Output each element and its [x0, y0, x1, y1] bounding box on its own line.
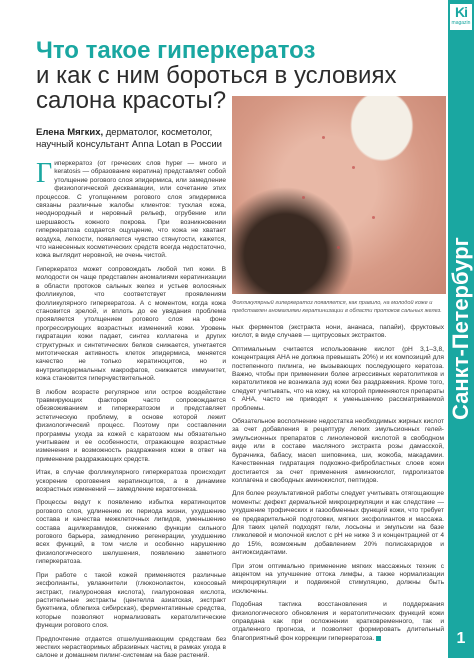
- paragraph: Гиперкератоз может сопровождать любой тип кожи. В молодости он чаще представлен аномалиями кератинизации в области протоков сальных желез и устьев волосяных фолликулов, что соответствует проявлениям фолликулярного гиперкератоза. А с моментом, когда кожа становится зрелой, и вплоть до ее увядания проблема проявляется утолщением рогового слоя на фоне прогрессирующих возрастных изменений кожи. Уровень гидратации кожи падает, синтез коллагена и других структурных и синтетических белков снижается, угнетается митотическая активность клеток эпидермиса, меняется качество не только кератиноцитов, но и внутриэпидермальных макрофагов, снижается иммунитет, кожа становится гиперчувствительной.: [36, 265, 226, 383]
- paragraph: [232, 601, 444, 643]
- logo-subtitle: magazin: [451, 20, 471, 26]
- paragraph: При работе с такой кожей применяются различные эксфолианты, увлажнители (глюконолактон, кокосовый экстракт, гиалуроновая кислота), гиалуроновая кислота, растительные экстракты (центелла азиатская, экстракт букетника, облепиха сибирская), ферментативные средства, которые позволяют нормализовать кератолитические функции рогового слоя.: [36, 571, 226, 630]
- city-label: Санкт-Петербург: [448, 237, 473, 420]
- paragraph-text: Подобная тактика восстановления и поддержания физиологического обновления и кератолитических функций кожи оправдана как при осложнении кратковременного, так и отдаленного прогноза, и позволяет формировать длительный благоприятный фон коррекции гиперкератоза.: [232, 601, 444, 642]
- blemish: [372, 216, 375, 219]
- skin-photo: [232, 96, 446, 294]
- paragraph: При этом оптимально применение мягких массажных техник с акцентом на улучшение оттока лимфы, а также нормализации микроциркуляции и подвижной стимуляцию, должны быть исключены.: [232, 562, 444, 595]
- end-mark-icon: [376, 636, 381, 641]
- right-column: [232, 324, 444, 650]
- paragraph: [36, 160, 226, 261]
- photo-caption: Фолликулярный гиперкератоз появляется, как правило, на молодой коже и представлен аномалиями кератинизации в области протоков сальных желез.: [232, 300, 442, 314]
- title-line-1: Что такое гиперкератоз: [36, 37, 316, 64]
- paragraph: Для более результативной работы следует учитывать отягощающие моменты: дефект дермальной микроциркуляции и как следствие — ухудшение трофических и газообменных функций кожи, что требует ее предварительной подготовки, мягких эксфолиантов и массажа. Для таких целей подходят гели, лосьоны и эмульсии на базе гликолевой и молочной кислот с pH не ниже 3 и концентрацией от 4 до 15%, возможным добавлением 20% полисахаридов и антиоксидантами.: [232, 490, 444, 557]
- left-column: [36, 158, 226, 660]
- logo-text: Ki: [455, 4, 467, 20]
- paragraph: В любом возрасте регулярное или острое воздействие травмирующих факторов часто сопровождается обезвоживанием и гиперкератозом и представляет эстетическую проблему, в основе которой лежит физиологический процесс. Поэтому при составлении программы ухода за кожей с каратозом мы обязательно учитываем и ее особенности, отражающие возрастные изменения и возможность раздражения кожи в ответ на применение раздражающих средств.: [36, 388, 226, 463]
- blemish: [337, 246, 340, 249]
- paragraph: Обязательное восполнение недостатка необходимых жирных кислот за счет добавления в рецептуру легких эмульсионных гелей-эмульсионных препаратов с линоленовой кислотой в свободном виде или в составе масляного экстракта розы дамасской, бурачника, бабасу, масел шиповника, ши, жожоба, макадамии. Качественная гидратация подкожно-фибробластных слоев кожи достигается за счет применения аминокислот, гидролизатов коллагена и свободных аминокислот, пептидов.: [232, 418, 444, 484]
- paragraph: Итак, в случае фолликулярного гиперкератоза происходит ускорение ороговения кератиноцитов, а в динамике возрастных изменений — замедление кератогенеза.: [36, 469, 226, 494]
- author-role: дерматолог, косметолог, научный консультант Anna Lotan в России: [36, 127, 222, 150]
- sidebar-band: [448, 0, 474, 658]
- paragraph: Оптимальным считается использование кислот (pH 3,1–3,8, концентрация AHA не должна превышать 20%) и их композиций для постепенного пилинга, не вызывающих последующего кератоза. Важно, чтобы при применении более агрессивных кератолитиков и кератолитиков не возникала зуд кожи без раздражения. Кроме того, следует учитывать, что на кожу, на которой применяются препараты с AHA, часто не приводят к уменьшению рассматриваемой проблемы.: [232, 345, 444, 412]
- blemish: [352, 166, 355, 169]
- paragraph: Процессы ведут к появлению избытка кератиноцитов рогового слоя, удлинению их периода жизни, ухудшению состава и качества межклеточных липидов, уменьшению состава ацилкерамидов, снижению функции сильного рогового барьера, замедлению регенерации, ухудшению всех функций, в том числе и особенно нарушению физиологического шелушения, появлению заметного гиперкератоза.: [36, 499, 226, 566]
- paragraph: ных ферментов (экстракта нони, ананаса, папайи), фруктовых кислот, в виде случаев — щитрусовых экстрактов.: [232, 324, 444, 340]
- paragraph: Предпочтение отдается отшелушивающим средствам без жестких нерастворимых абразивных частиц в рамках ухода в салоне и домашнем пилинг-системам на базе растений.: [36, 635, 226, 660]
- author-name: Елена Мягких,: [36, 127, 104, 138]
- magazine-logo: [450, 4, 472, 30]
- paragraph-text: иперкератоз (от греческих слов hyper — много и keratosis — образование кератина) представляет собой утолщение рогового слоя эпидермиса, или замедление физиологической десквамации, или сочетание этих процессов. С утолщением рогового слоя эпидермиса связаны различные жалобы клиентов: тусклая кожа, неоднородный и неровный рельеф, огрубение или шершавость кожного покрова. При возникновении гиперкератоза создается ощущение, что кожа не хватает воздуха, легкости, появляется чувство стянутости, кажется, что нанесенных косметических средств всегда недостаточно, кожа выглядит неровной, не очень чистой.: [36, 160, 226, 260]
- blemish: [322, 136, 325, 139]
- blemish: [302, 196, 305, 199]
- page-number: 1: [456, 630, 466, 647]
- title-line-2: и как с ним бороться в условиях салона красоты?: [36, 62, 397, 114]
- author-info: [36, 127, 226, 151]
- dropcap: Г: [36, 158, 53, 189]
